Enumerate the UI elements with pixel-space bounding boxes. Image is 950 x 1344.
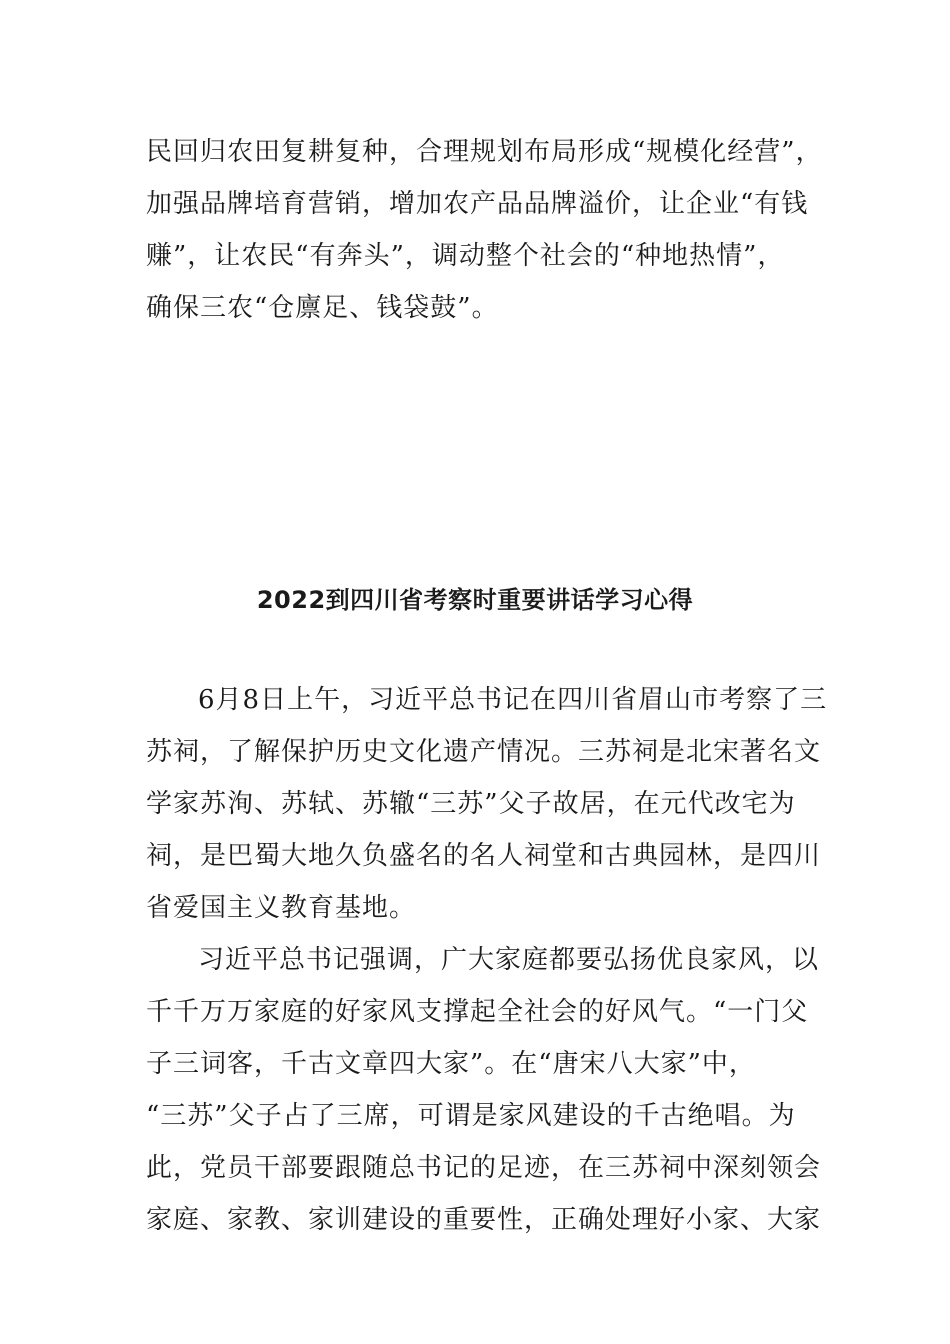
text-line: 家庭、家教、家训建设的重要性，正确处理好小家、大家 bbox=[146, 1205, 822, 1235]
text-line: 此，党员干部要跟随总书记的足迹，在三苏祠中深刻领会 bbox=[146, 1153, 822, 1183]
article-title: 2022到四川省考察时重要讲话学习心得 bbox=[256, 586, 694, 614]
text-line: 确保三农“仓廪足、钱袋鼓”。 bbox=[146, 293, 499, 323]
text-line: 学家苏洵、苏轼、苏辙“三苏”父子故居，在元代改宅为 bbox=[146, 789, 796, 819]
text-line: 加强品牌培育营销，增加农产品品牌溢价，让企业“有钱 bbox=[146, 189, 809, 219]
text-line: 6月8日上午，习近平总书记在四川省眉山市考察了三 bbox=[198, 685, 828, 715]
text-line: 祠，是巴蜀大地久负盛名的名人祠堂和古典园林，是四川 bbox=[146, 841, 822, 871]
text-line: 赚”，让农民“有奔头”，调动整个社会的“种地热情”， bbox=[146, 241, 785, 271]
text-line: 苏祠，了解保护历史文化遗产情况。三苏祠是北宋著名文 bbox=[146, 737, 822, 767]
paragraph-1 bbox=[146, 674, 828, 934]
text-line: 子三词客，千古文章四大家”。在“唐宋八大家”中， bbox=[146, 1049, 756, 1079]
text-line: 省爱国主义教育基地。 bbox=[146, 893, 417, 923]
article-body bbox=[146, 674, 828, 1246]
text-line: 习近平总书记强调，广大家庭都要弘扬优良家风，以 bbox=[198, 945, 820, 975]
continuation-paragraph bbox=[146, 126, 823, 334]
text-line: “三苏”父子占了三席，可谓是家风建设的千古绝唱。为 bbox=[146, 1101, 796, 1131]
text-line: 民回归农田复耕复种，合理规划布局形成“规模化经营”， bbox=[146, 137, 823, 167]
text-line: 千千万万家庭的好家风支撑起全社会的好风气。“一门父 bbox=[146, 997, 809, 1027]
paragraph-2 bbox=[146, 934, 822, 1246]
